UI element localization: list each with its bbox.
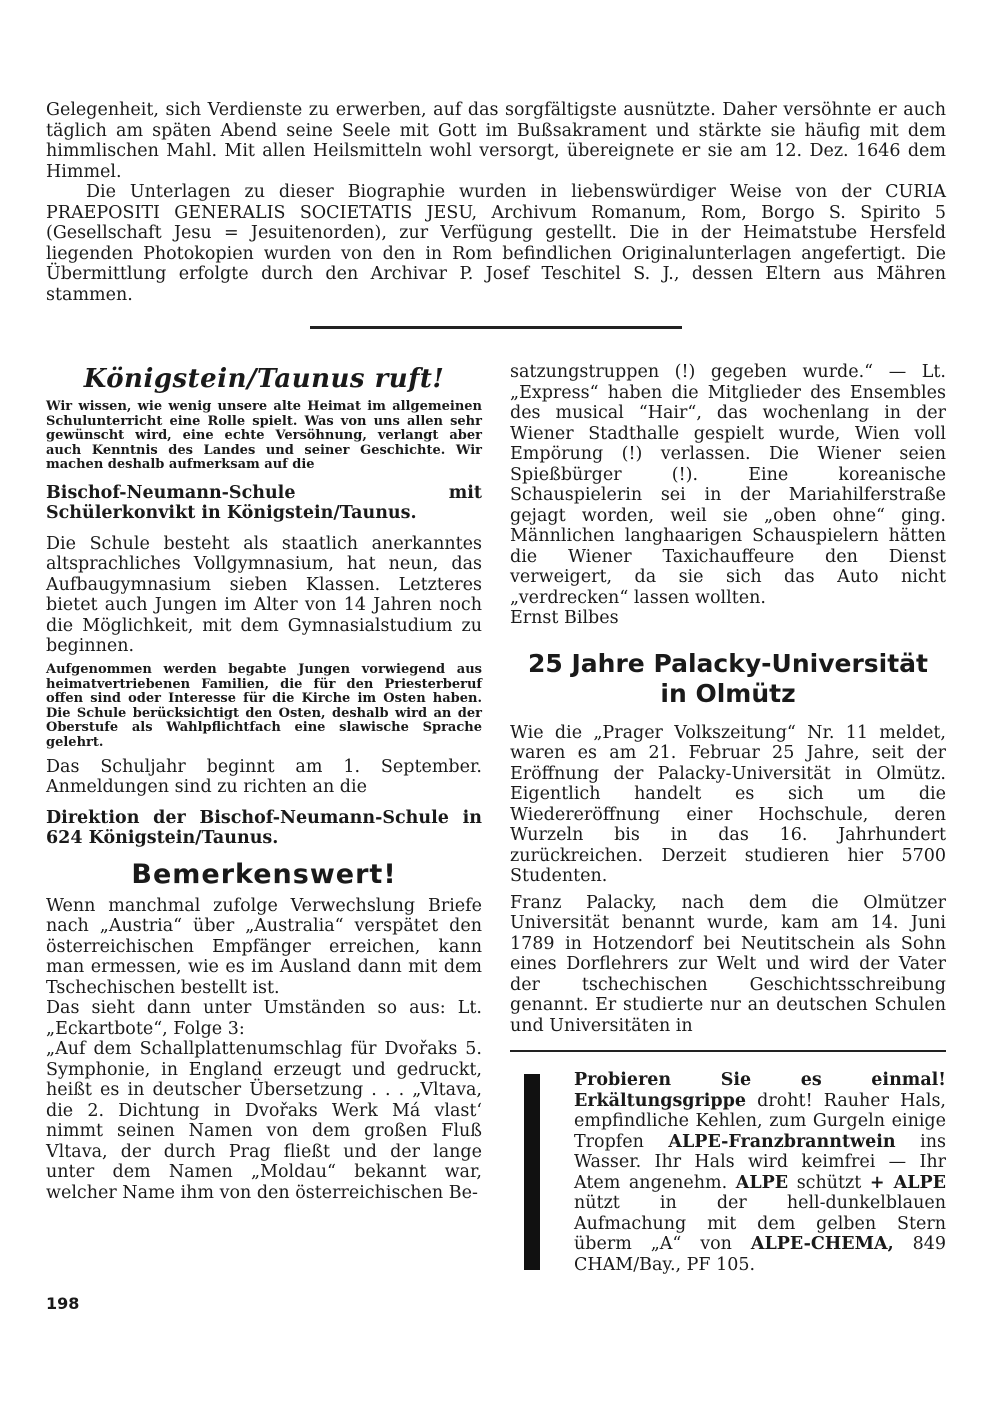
page-number: 198	[46, 1294, 80, 1313]
admission-info: Aufgenommen werden begabte Jungen vorwiegend aus heimatvertriebenen Familien, die für den Priesterberuf offen sind oder Interesse für die Kirche im Osten haben. Die Schule berücksichtigt den Osten, deshalb wird an der Oberstufe als Wahlpflichtfach eine slawische Sprache gelehrt.	[46, 661, 482, 750]
ad-text-2: ins Wasser. Ihr Hals wird keimfrei — Ihr Atem angenehm.	[574, 1131, 946, 1193]
ad-product-name: ALPE-Franzbranntwein	[668, 1131, 896, 1152]
biography-paragraph-1: Gelegenheit, sich Verdienste zu erwerben, auf das sorgfältigste ausnützte. Daher versöhnte er auch täglich am späten Abend seine Seele mit Gott im Bußsakrament und stärkte sie häufig mit dem himmlischen Mahl. Mit allen Heilsmitteln wohl versorgt, übereignete er sie am 12. Dez. 1646 dem Himmel.	[46, 100, 946, 182]
ad-brand-2: + ALPE	[869, 1172, 947, 1193]
ad-company: ALPE-CHEMA,	[750, 1234, 894, 1254]
advertisement-divider	[510, 1050, 946, 1052]
ad-address: 849 CHAM/Bay., PF 105.	[574, 1234, 946, 1275]
school-year-info: Das Schuljahr beginnt am 1. September. Anmeldungen sind zu richten an die	[46, 756, 482, 798]
section-divider	[310, 326, 682, 329]
ad-text-3: schützt	[788, 1172, 870, 1193]
koenigstein-heading: Königstein/Taunus ruft!	[83, 364, 445, 394]
ad-brand-1: ALPE	[735, 1172, 789, 1193]
palacky-paragraph-1: Wie die „Prager Volkszeitung“ Nr. 11 meldet, waren es am 21. Februar 25 Jahre, seit der Eröffnung der Palacky-Universität in Olmütz. Eigentlich handelt es sich um die Wiedereröffnung einer Hochschule, deren Wurzeln bis in das 16. Jahrhundert zurückreichen. Derzeit studieren hier 5700 Studenten.	[510, 722, 946, 886]
bemerkenswert-quote: „Auf dem Schallplattenumschlag für Dvořaks 5. Symphonie, in England erzeugt und gedruckt, heißt es in deutscher Übersetzung . . . „Vltava, die 2. Dichtung in Dvořaks Werk Má vlast‘ nimmt seinen Namen von dem großen Fluß Vltava, der durch Prag fließt und der lange unter dem Namen „Moldau“ bekannt war, welcher Name ihm von den österreichischen Be-	[46, 1039, 482, 1203]
koenigstein-intro: Wir wissen, wie wenig unsere alte Heimat im allgemeinen Schulunterricht eine Rolle spielt. Was von uns allen sehr gewünscht wird, eine echte Versöhnung, verlangt aber auch Kenntnis des Landes und seiner Geschichte. Wir machen deshalb aufmerksam auf die	[46, 399, 482, 473]
bemerkenswert-heading: Bemerkenswert!	[131, 858, 397, 890]
alpe-advertisement	[574, 1070, 946, 1275]
biography-sources-paragraph: Die Unterlagen zu dieser Biographie wurden in liebenswürdiger Weise von der CURIA PRAEPOSITI GENERALIS SOCIETATIS JESU, Archivum Romanum, Rom, Borgo S. Spirito 5 (Gesellschaft Jesu = Jesuitenorden), zur Verfügung gestellt. Die in der Heimatstube Hersfeld liegenden Photokopien wurden von den in Rom befindlichen Originalunterlagen angefertigt. Die Übermittlung erfolgte durch den Archivar P. Josef Teschitel S. J., dessen Eltern aus Mähren stammen.	[46, 182, 946, 305]
ad-text-4: nützt in der hell-dunkelblauen Aufmachung mit dem gelben Stern überm „A“ von	[574, 1193, 946, 1254]
palacky-heading	[510, 649, 946, 709]
bemerkenswert-continuation: satzungstruppen (!) gegeben wurde.“ — Lt. „Express“ haben die Mitglieder des Ensembles des musical “Hair“, das wochenlang in der Wiener Stadthalle gespielt wurde, Wien voll Empörung (!) verlassen. Die Wiener seien Spießbürger (!). Eine koreanische Schauspielerin sei in der Mariahilferstraße gejagt worden, weil sie „oben ohne“ ging. Männlichen langhaarigen Schauspielern hätten die Wiener Taxichauffeure den Dienst verweigert, da sie sich das Auto nicht „verdrecken“ lassen wollten.	[510, 362, 946, 608]
palacky-paragraph-2: Franz Palacky, nach dem die Olmützer Universität benannt wurde, kam am 14. Juni 1789 in Hotzendorf bei Neutitschein als Sohn eines Dorflehrers zur Welt und wird der Vater der tschechischen Geschichtsschreibung genannt. Er studierte nur an deutschen Schulen und Universitäten in	[510, 892, 946, 1036]
ad-text-1: droht! Rauher Hals, empfindliche Kehlen, zum Gurgeln einige Tropfen	[574, 1090, 946, 1152]
advertisement-bar	[524, 1074, 540, 1270]
biography-conclusion	[46, 100, 946, 305]
ad-headline: Probieren Sie es einmal! Erkältungsgrippe	[574, 1070, 946, 1111]
school-address: Direktion der Bischof-Neumann-Schule in 624 Königstein/Taunus.	[46, 807, 482, 849]
palacky-heading-line-2: in Olmütz	[660, 678, 796, 708]
school-name: Bischof-Neumann-Schule mit Schülerkonvikt in Königstein/Taunus.	[46, 482, 482, 524]
right-column	[510, 362, 946, 1036]
article-author: Ernst Bilbes	[510, 608, 619, 628]
school-description: Die Schule besteht als staatlich anerkanntes altsprachliches Vollgymnasium, hat neun, das Aufbaugymnasium sieben Klassen. Letzteres bietet auch Jungen im Alter von 14 Jahren noch die Möglichkeit, mit dem Gymnasialstudium zu beginnen.	[46, 533, 482, 657]
palacky-heading-line-1: 25 Jahre Palacky-Universität	[528, 648, 928, 678]
left-column	[46, 360, 482, 1203]
bemerkenswert-paragraph-1: Wenn manchmal zufolge Verwechslung Briefe nach „Austria“ über „Australia“ verspätet den österreichischen Empfänger erreichen, kann man ermessen, wie es im Ausland dann mit dem Tschechischen bestellt ist.	[46, 895, 482, 998]
bemerkenswert-paragraph-2: Das sieht dann unter Umständen so aus: Lt. „Eckartbote“, Folge 3:	[46, 998, 482, 1039]
